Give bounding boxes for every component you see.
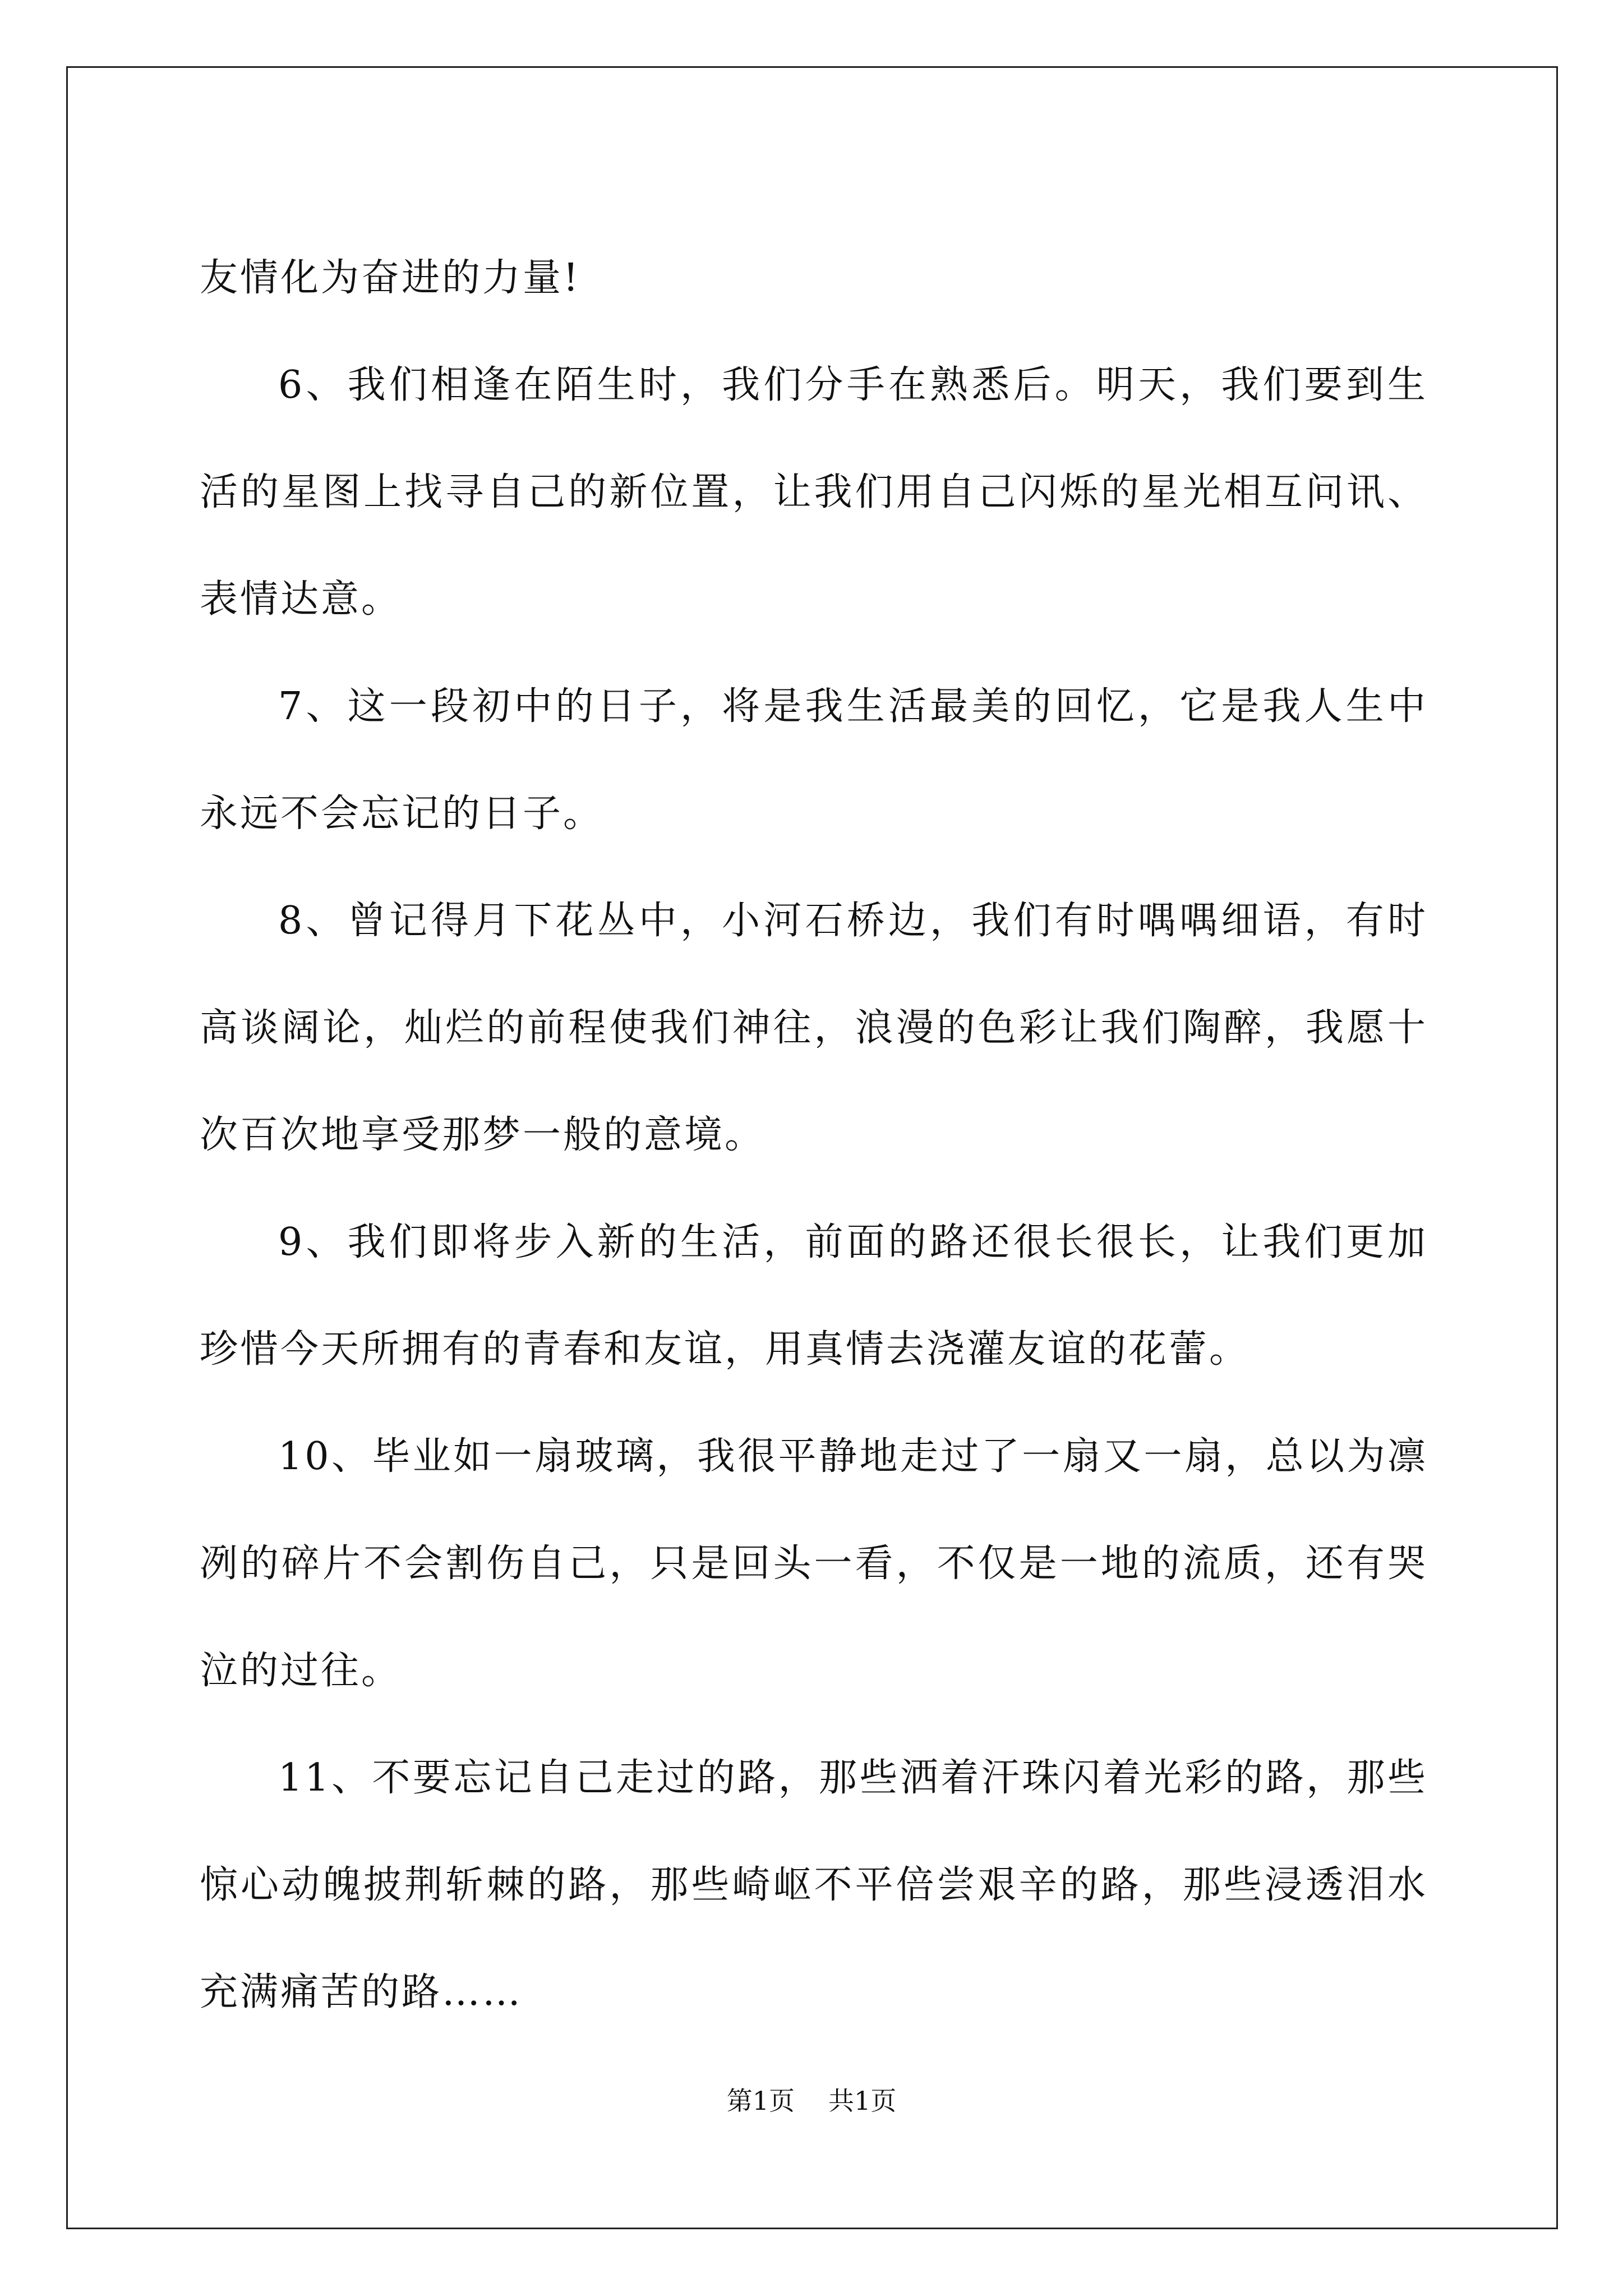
paragraph-8: 8、曾记得月下花丛中，小河石桥边，我们有时喁喁细语，有时高谈阔论，灿烂的前程使我们神往，浪漫的色彩让我们陶醉，我愿十次百次地享受那梦一般的意境。 xyxy=(200,899,1428,1157)
document-body xyxy=(200,224,1428,2046)
paragraph-10: 10、毕业如一扇玻璃，我很平静地走过了一扇又一扇，总以为凛冽的碎片不会割伤自己，只是回头一看，不仅是一地的流质，还有哭泣的过往。 xyxy=(200,1434,1428,1693)
paragraph-continuation: 友情化为奋进的力量! xyxy=(200,256,581,300)
paragraph-11: 11、不要忘记自己走过的路，那些洒着汗珠闪着光彩的路，那些惊心动魄披荆斩棘的路，那些崎岖不平倍尝艰辛的路，那些浸透泪水充满痛苦的路…… xyxy=(200,1756,1428,2014)
page-number-total: 共1页 xyxy=(828,2086,897,2116)
paragraph-7: 7、这一段初中的日子，将是我生活最美的回忆，它是我人生中永远不会忘记的日子。 xyxy=(200,684,1428,836)
paragraph-6: 6、我们相逢在陌生时，我们分手在熟悉后。明天，我们要到生活的星图上找寻自己的新位置，让我们用自己闪烁的星光相互问讯、表情达意。 xyxy=(200,363,1428,622)
paragraph-9: 9、我们即将步入新的生活，前面的路还很长很长，让我们更加珍惜今天所拥有的青春和友谊，用真情去浇灌友谊的花蕾。 xyxy=(200,1220,1428,1372)
page-footer xyxy=(0,2084,1623,2118)
page-number-current: 第1页 xyxy=(726,2086,795,2116)
